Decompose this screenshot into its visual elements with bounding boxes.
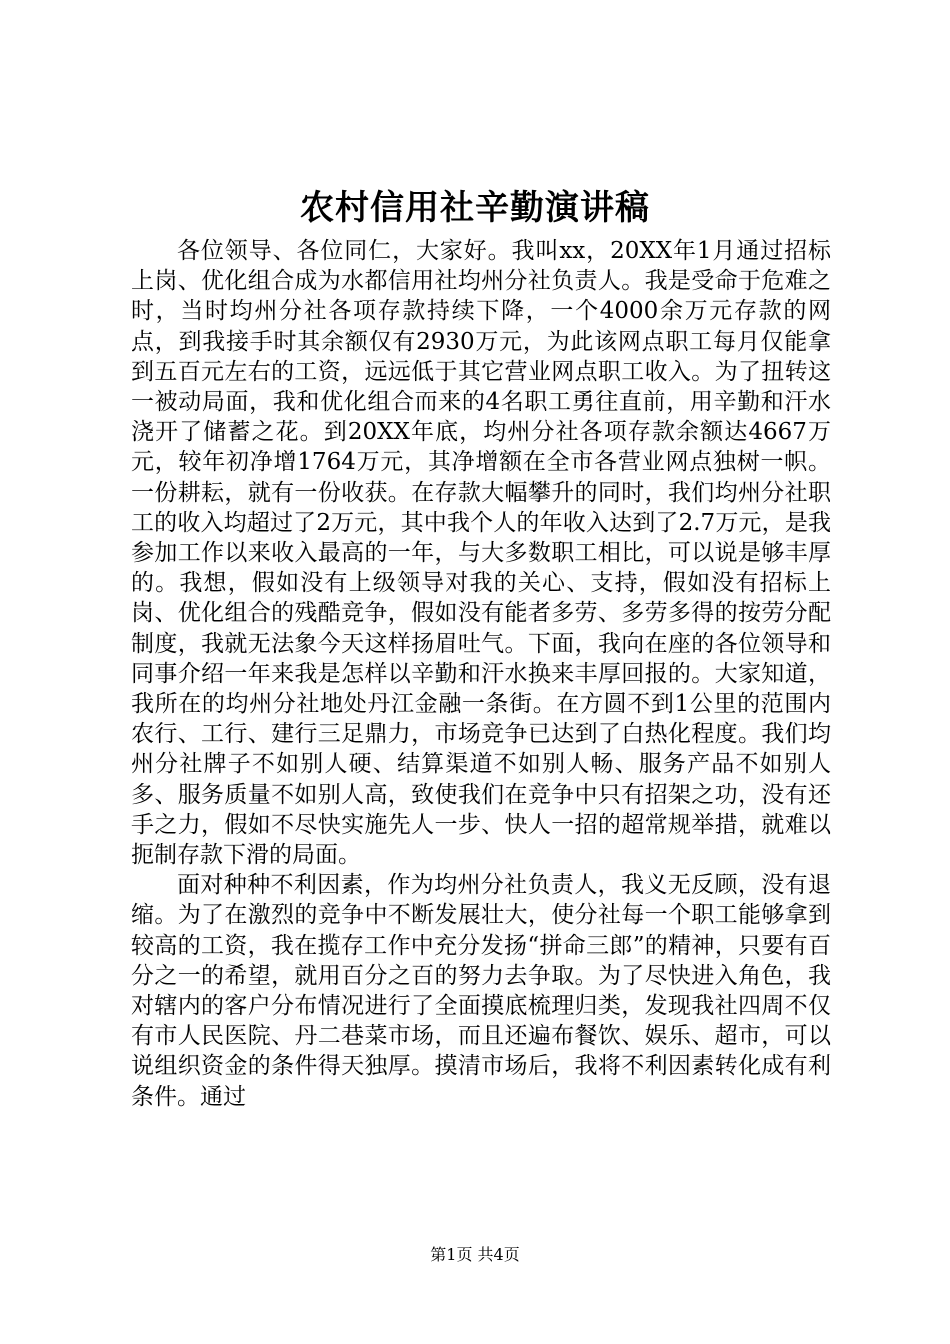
paragraph-1: 各位领导、各位同仁，大家好。我叫xx，20XX年1月通过招标上岗、优化组合成为水都信用社均州分社负责人。我是受命于危难之时，当时均州分社各项存款持续下降，一个4000余万元存款的网点，到我接手时其余额仅有2930万元，为此该网点职工每月仅能拿到五百元左右的工资，远远低于其它营业网点职工收入。为了扭转这一被动局面，我和优化组合而来的4名职工勇往直前，用辛勤和汗水浇开了储蓄之花。到20XX年底，均州分社各项存款余额达4667万元，较年初净增1764万元，其净增额在全市各营业网点独树一帜。一份耕耘，就有一份收获。在存款大幅攀升的同时，我们均州分社职工的收入均超过了2万元，其中我个人的年收入达到了2.7万元，是我参加工作以来收入最高的一年，与大多数职工相比，可以说是够丰厚的。我想，假如没有上级领导对我的关心、支持，假如没有招标上岗、优化组合的残酷竞争，假如没有能者多劳、多劳多得的按劳分配制度，我就无法象今天这样扬眉吐气。下面，我向在座的各位领导和同事介绍一年来我是怎样以辛勤和汗水换来丰厚回报的。大家知道，我所在的均州分社地处丹江金融一条街。在方圆不到1公里的范围内农行、工行、建行三足鼎力，市场竞争已达到了白热化程度。我们均州分社牌子不如别人硬、结算渠道不如别人畅、服务产品不如别人多、服务质量不如别人高，致使我们在竞争中只有招架之功，没有还手之力，假如不尽快实施先人一步、快人一招的超常规举措，就难以扼制存款下滑的局面。 xyxy=(131,238,831,869)
paragraph-2: 面对种种不利因素，作为均州分社负责人，我义无反顾，没有退缩。为了在激烈的竞争中不断发展壮大，使分社每一个职工能够拿到较高的工资，我在揽存工作中充分发扬“拼命三郎”的精神，只要有百分之一的希望，就用百分之百的努力去争取。为了尽快进入角色，我对辖内的客户分布情况进行了全面摸底梳理归类，发现我社四周不仅有市人民医院、丹二巷菜市场，而且还遍布餐饮、娱乐、超市，可以说组织资金的条件得天独厚。摸清市场后，我将不利因素转化成有利条件。通过 xyxy=(131,872,831,1110)
document-body xyxy=(131,236,831,1112)
page-number-footer: 第1页 共4页 xyxy=(430,1245,520,1264)
document-title: 农村信用社辛勤演讲稿 xyxy=(300,188,650,228)
